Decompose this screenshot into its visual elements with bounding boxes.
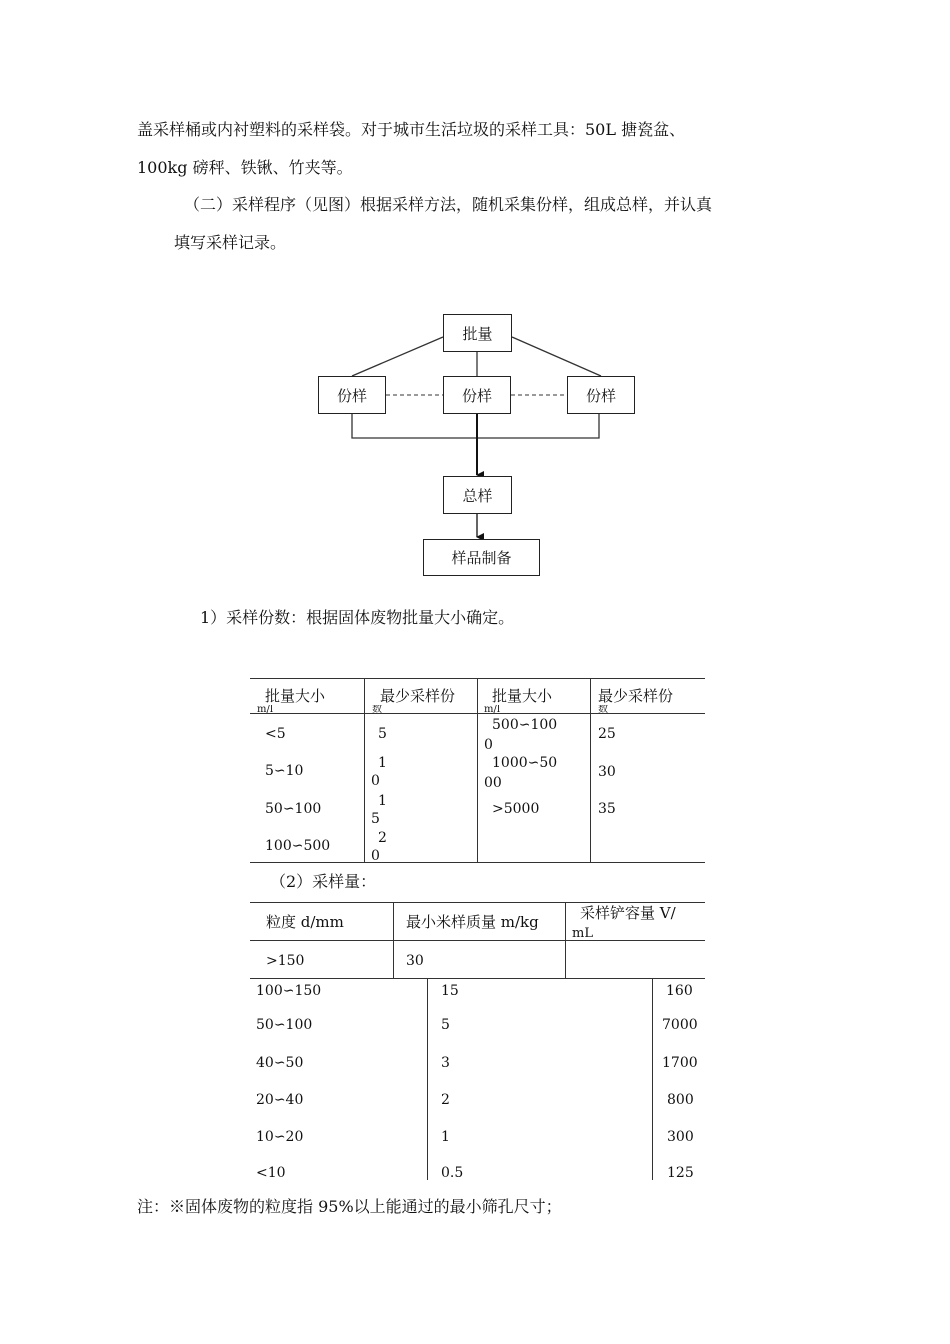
t2-header-size: 粒度 d/mm: [266, 913, 344, 931]
t1-header-size-right: 批量大小: [492, 687, 553, 705]
t1-header-size-left-unit: m/l: [257, 705, 274, 713]
t2-volume: 125: [667, 1165, 694, 1181]
node-total-sample: 总样: [443, 476, 512, 514]
intro-line-4: 填写采样记录。: [174, 233, 287, 252]
t1-header-count-left: 最少采样份: [380, 687, 456, 705]
t2-header-mass: 最小米样质量 m/kg: [406, 913, 539, 931]
footnote: 注：※固体废物的粒度指 95%以上能通过的最小筛孔尺寸；: [137, 1197, 562, 1216]
node-portion-mid: 份样: [443, 376, 511, 414]
t1-header-size-right-unit: m/l: [484, 705, 501, 713]
node-portion-left: 份样: [318, 376, 386, 414]
item-2-heading: （2）采样量：: [270, 872, 377, 891]
t1-left-size: 5∽10: [265, 763, 304, 779]
t2-size: 10∽20: [256, 1129, 304, 1145]
t1-header-count-right-sub: 数: [598, 705, 608, 713]
t2-header-volume: 采样铲容量 V/: [580, 904, 676, 922]
t1-left-count-wrap: 0: [371, 848, 380, 864]
t2-size: >150: [266, 953, 305, 969]
t2-mass: 2: [441, 1092, 450, 1108]
t1-left-count: 1: [378, 793, 387, 809]
t1-left-count: 1: [378, 755, 387, 771]
t2-mass: 30: [406, 953, 424, 969]
t1-header-size-left: 批量大小: [265, 687, 326, 705]
t2-size: 40∽50: [256, 1055, 304, 1071]
t1-right-size: 500∽100: [492, 717, 558, 733]
intro-line-2: 100kg 磅秤、铁锹、竹夹等。: [137, 158, 353, 177]
t2-mass: 5: [441, 1017, 450, 1033]
t2-volume: 160: [666, 983, 693, 999]
node-portion-right: 份样: [567, 376, 635, 414]
t1-left-count: 5: [378, 726, 387, 742]
t1-right-size-wrap: 00: [484, 775, 502, 791]
t1-right-size: >5000: [492, 801, 540, 817]
t2-volume: 300: [667, 1129, 694, 1145]
t1-left-size: 50∽100: [265, 801, 322, 817]
t2-volume: 7000: [662, 1017, 698, 1033]
t2-volume: 1700: [662, 1055, 698, 1071]
t1-right-count: 35: [598, 801, 616, 817]
t2-size: <10: [256, 1165, 286, 1181]
t1-right-count: 25: [598, 726, 616, 742]
node-batch: 批量: [443, 314, 512, 352]
t2-volume: 800: [667, 1092, 694, 1108]
node-sample-prep: 样品制备: [423, 539, 540, 576]
t2-size: 50∽100: [256, 1017, 313, 1033]
t2-header-volume-unit: mL: [572, 926, 593, 941]
t1-left-size: <5: [265, 726, 286, 742]
t1-right-size-wrap: 0: [484, 737, 493, 753]
item-1-heading: 1）采样份数：根据固体废物批量大小确定。: [200, 608, 515, 627]
t2-mass: 1: [441, 1129, 450, 1145]
t1-right-size: 1000∽50: [492, 755, 558, 771]
t2-mass: 15: [441, 983, 459, 999]
t1-header-count-right: 最少采样份: [598, 687, 674, 705]
t1-left-count-wrap: 0: [371, 773, 380, 789]
t2-mass: 0.5: [441, 1165, 464, 1181]
t1-left-size: 100∽500: [265, 838, 331, 854]
t2-mass: 3: [441, 1055, 450, 1071]
intro-line-3: （二）采样程序（见图）根据采样方法，随机采集份样，组成总样，并认真: [184, 195, 713, 214]
t1-right-count: 30: [598, 764, 616, 780]
t2-size: 100∽150: [256, 983, 322, 999]
intro-line-1: 盖采样桶或内衬塑料的采样袋。对于城市生活垃圾的采样工具：50L 搪瓷盆、: [137, 120, 686, 139]
t1-header-count-left-sub: 数: [372, 705, 382, 713]
t1-left-count-wrap: 5: [371, 811, 380, 827]
t1-left-count: 2: [378, 830, 387, 846]
t2-size: 20∽40: [256, 1092, 304, 1108]
